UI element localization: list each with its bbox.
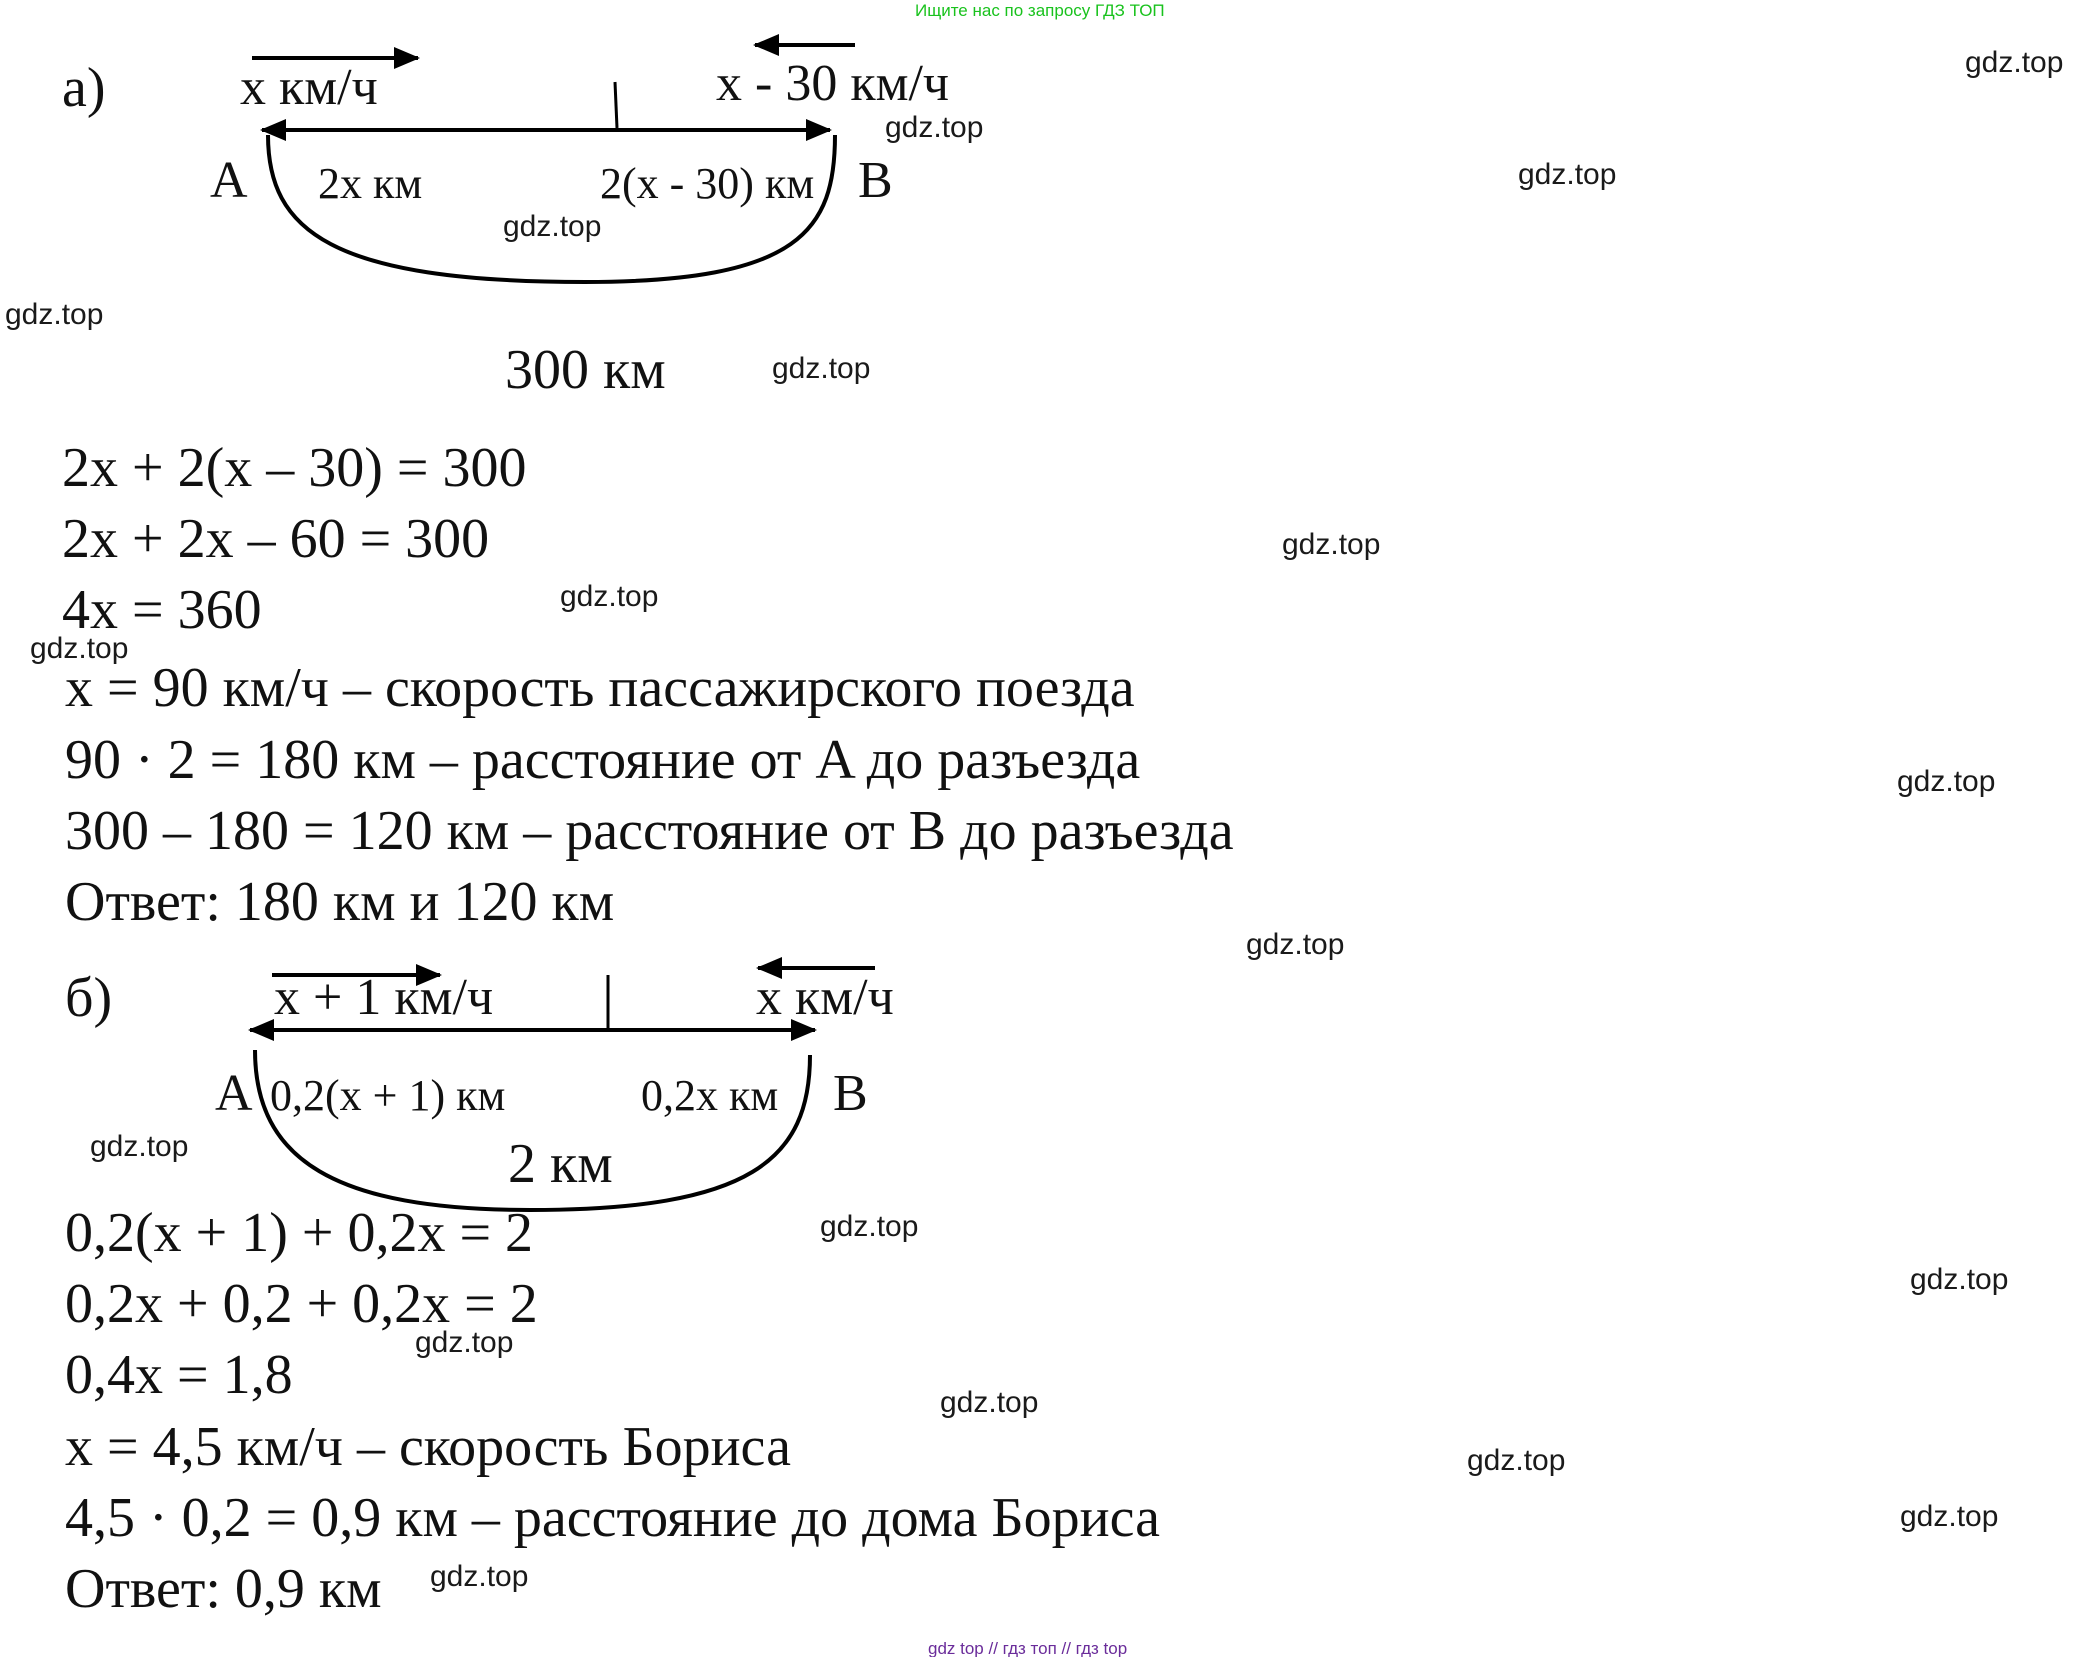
a-total: 300 км [505, 339, 666, 401]
b-line-3: 0,4x = 1,8 [65, 1344, 293, 1406]
b-answer: Ответ: 0,9 км [65, 1558, 382, 1620]
a-answer: Ответ: 180 км и 120 км [65, 871, 615, 933]
watermark: gdz.top [1467, 1444, 1566, 1477]
watermark: gdz.top [5, 298, 104, 331]
a-speed-right: x - 30 км/ч [716, 55, 950, 112]
watermark: gdz.top [415, 1326, 514, 1359]
watermark: gdz.top [430, 1560, 529, 1593]
a-total-bracket [268, 135, 835, 282]
b-speed-left: x + 1 км/ч [274, 969, 494, 1026]
watermark: gdz.top [1910, 1263, 2009, 1296]
watermark: gdz.top [1246, 928, 1345, 961]
watermark: gdz.top [1282, 528, 1381, 561]
a-point-a: A [210, 152, 248, 209]
b-label: б) [65, 967, 113, 1029]
watermark: gdz.top [503, 210, 602, 243]
b-point-b: B [833, 1065, 868, 1122]
b-segment-left: 0,2(x + 1) км [270, 1071, 506, 1120]
a-line-6: 300 – 180 = 120 км – расстояние от B до разъезда [65, 800, 1234, 862]
b-point-a: A [215, 1065, 253, 1122]
a-speed-left: x км/ч [240, 59, 378, 116]
b-segment-right: 0,2x км [641, 1071, 779, 1120]
watermark: gdz.top [1897, 765, 1996, 798]
a-line-1: 2x + 2(x – 30) = 300 [62, 437, 527, 499]
watermark: gdz.top [772, 352, 871, 385]
b-speed-right: x км/ч [756, 969, 894, 1026]
watermark: gdz.top [560, 580, 659, 613]
watermark: gdz.top [1965, 46, 2064, 79]
a-line-4: x = 90 км/ч – скорость пассажирского поезда [65, 657, 1135, 719]
footer-links[interactable]: gdz top // гдз топ // гдз top [928, 1639, 1128, 1657]
watermark: gdz.top [885, 111, 984, 144]
top-banner[interactable]: Ищите нас по запросу ГДЗ ТОП [915, 1, 1165, 20]
a-line-2: 2x + 2x – 60 = 300 [62, 508, 490, 570]
a-segment-right: 2(x - 30) км [600, 159, 815, 208]
watermark: gdz.top [940, 1386, 1039, 1419]
watermark: gdz.top [90, 1130, 189, 1163]
watermark: gdz.top [30, 632, 129, 665]
a-line-5: 90 · 2 = 180 км – расстояние от A до разъезда [65, 729, 1141, 791]
b-total: 2 км [508, 1133, 613, 1195]
b-line-5: 4,5 · 0,2 = 0,9 км – расстояние до дома Бориса [65, 1487, 1161, 1549]
b-line-4: x = 4,5 км/ч – скорость Бориса [65, 1416, 791, 1478]
a-segment-left: 2x км [318, 159, 423, 208]
watermark: gdz.top [820, 1210, 919, 1243]
watermark: gdz.top [1900, 1500, 1999, 1533]
a-meeting-tick [615, 82, 617, 128]
a-label: а) [62, 57, 106, 119]
a-point-b: B [858, 152, 893, 209]
b-line-1: 0,2(x + 1) + 0,2x = 2 [65, 1202, 534, 1264]
a-line-3: 4x = 360 [62, 579, 262, 641]
watermark: gdz.top [1518, 158, 1617, 191]
b-line-2: 0,2x + 0,2 + 0,2x = 2 [65, 1273, 538, 1335]
